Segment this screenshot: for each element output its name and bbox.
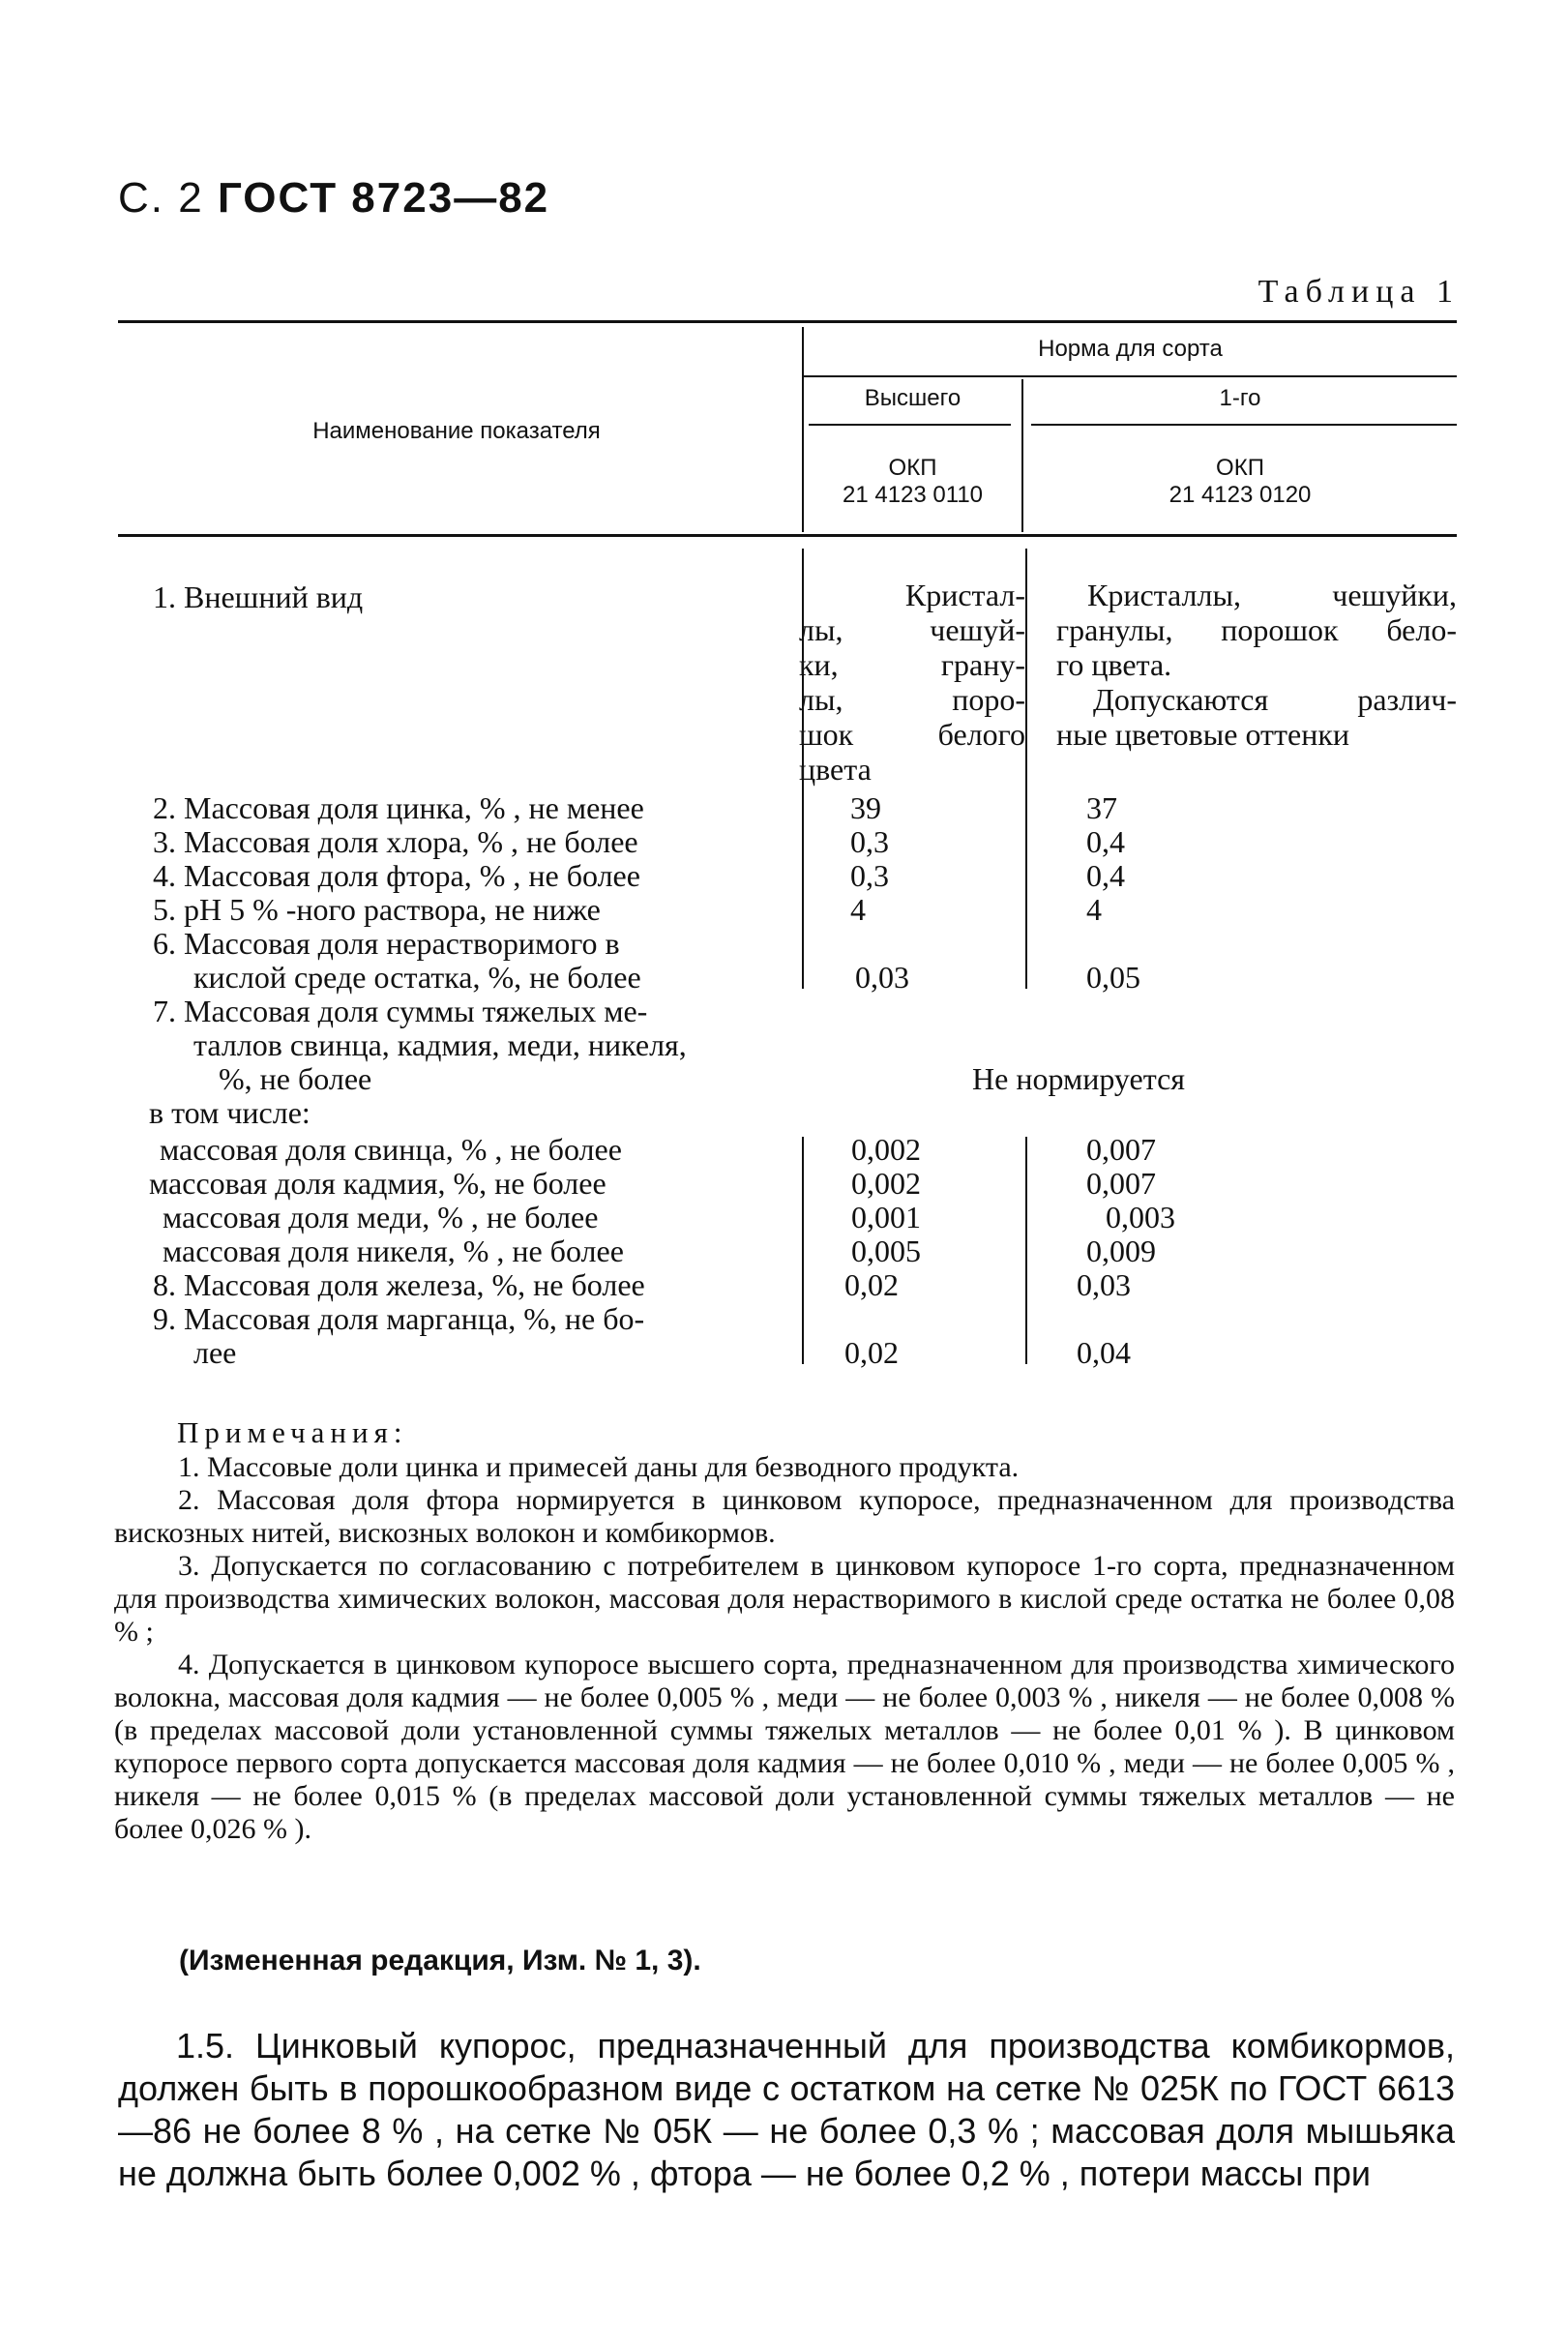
indicator-insoluble-line1: 6. Массовая доля нерастворимого в — [153, 926, 620, 961]
value-insoluble-first: 0,05 — [1086, 960, 1140, 995]
value-cadmium-first: 0,007 — [1086, 1166, 1156, 1201]
amendment-note: (Измененная редакция, Изм. № 1, 3). — [179, 1945, 701, 1976]
okp-label-top: ОКП — [888, 455, 937, 481]
value-nickel-top: 0,005 — [851, 1233, 921, 1268]
value-nickel-first: 0,009 — [1086, 1233, 1156, 1268]
page-header — [118, 174, 549, 223]
appearance-first — [1056, 578, 1457, 752]
value-chlorine-first: 0,4 — [1086, 824, 1125, 859]
indicator-copper: массовая доля меди, % , не более — [163, 1200, 599, 1234]
col-divider-body-2b — [1025, 1137, 1027, 1364]
value-zinc-top: 39 — [850, 790, 881, 825]
col-header-indicator: Наименование показателя — [312, 418, 601, 444]
norm-header-rule — [802, 375, 1457, 377]
note-1: 1. Массовые доли цинка и примесей даны для безводного продукта. — [178, 1451, 1020, 1483]
value-ph-top: 4 — [850, 892, 866, 927]
value-iron-top: 0,02 — [844, 1267, 899, 1302]
indicator-insoluble-line2: кислой среде остатка, %, не более — [193, 960, 641, 995]
indicator-cadmium: массовая доля кадмия, %, не более — [149, 1166, 606, 1201]
table-caption: Таблица 1 — [1257, 274, 1460, 310]
indicator-zinc: 2. Массовая доля цинка, % , не менее — [153, 790, 644, 825]
appearance-top-line: ки, грану- — [799, 647, 1025, 682]
indicator-fluorine: 4. Массовая доля фтора, % , не более — [153, 858, 640, 893]
value-fluorine-first: 0,4 — [1086, 858, 1125, 893]
value-manganese-first: 0,04 — [1077, 1335, 1131, 1370]
value-lead-top: 0,002 — [851, 1132, 921, 1167]
table-top-rule — [118, 320, 1457, 323]
appearance-top-line: лы, чешуй- — [799, 612, 1025, 647]
okp-code-first: 21 4123 0120 — [1169, 482, 1312, 508]
appearance-top-line: цвета — [799, 752, 872, 787]
note-2: 2. Массовая доля фтора нормируется в цинковом купоросе, предназначенном для производства вискозных нитей, вискозных волокон и комбикормов. — [114, 1484, 1455, 1549]
indicator-heavy-metals-line3: %, не более — [219, 1061, 372, 1096]
value-insoluble-top: 0,03 — [855, 960, 909, 995]
indicator-including: в том числе: — [149, 1095, 311, 1130]
value-fluorine-top: 0,3 — [850, 858, 889, 893]
value-copper-top: 0,001 — [851, 1200, 921, 1234]
okp-top — [804, 455, 1021, 509]
value-chlorine-top: 0,3 — [850, 824, 889, 859]
okp-label-first: ОКП — [1216, 455, 1264, 481]
appearance-first-line: ные цветовые оттенки — [1056, 717, 1349, 752]
appearance-first-line: го цвета. — [1056, 647, 1172, 682]
col-divider-body-2 — [1025, 549, 1027, 989]
indicator-iron: 8. Массовая доля железа, %, не более — [153, 1267, 645, 1302]
note-3: 3. Допускается по согласованию с потребителем в цинковом купоросе 1-го сорта, предназначенном для производства химических волокон, массовая доля нерастворимого в кислой среде остатка не более 0,08 % ; — [114, 1550, 1455, 1648]
appearance-first-line: Кристаллы, чешуйки, — [1087, 578, 1457, 612]
notes-body — [114, 1451, 1455, 1846]
appearance-top — [799, 578, 1025, 787]
appearance-first-line: Допускаются различ- — [1093, 682, 1457, 717]
indicator-chlorine: 3. Массовая доля хлора, % , не более — [153, 824, 638, 859]
grade-rule-first — [1031, 424, 1457, 426]
value-iron-first: 0,03 — [1077, 1267, 1131, 1302]
appearance-top-line: лы, поро- — [799, 682, 1025, 717]
okp-code-top: 21 4123 0110 — [842, 482, 984, 508]
clause-1-5: 1.5. Цинковый купорос, предназначенный для производства комбикормов, должен быть в порошкообразном виде с остатком на сетке № 025К по ГОСТ 6613—86 не более 8 % , на сетке № 05К — не более 0,3 % ; массовая доля мышьяка не должна быть более 0,002 % , фтора — не более 0,2 % , потери массы при — [118, 2026, 1455, 2193]
indicator-heavy-metals-line2: таллов свинца, кадмия, меди, никеля, — [193, 1027, 687, 1062]
value-heavy-metals-merged: Не нормируется — [972, 1061, 1185, 1096]
grade-rule-top — [809, 424, 1011, 426]
value-manganese-top: 0,02 — [844, 1335, 899, 1370]
indicator-appearance: 1. Внешний вид — [153, 580, 364, 614]
value-copper-first: 0,003 — [1106, 1200, 1175, 1234]
okp-first — [1023, 455, 1457, 509]
appearance-first-line: гранулы, порошок бело- — [1056, 612, 1457, 647]
indicator-manganese-line1: 9. Массовая доля марганца, %, не бо- — [153, 1301, 645, 1336]
value-zinc-first: 37 — [1086, 790, 1117, 825]
indicator-ph: 5. pH 5 % -ного раствора, не ниже — [153, 892, 601, 927]
grade-header-first: 1-го — [1219, 385, 1261, 411]
indicator-heavy-metals-line1: 7. Массовая доля суммы тяжелых ме- — [153, 994, 648, 1028]
note-4: 4. Допускается в цинковом купоросе высшего сорта, предназначенном для производства химического волокна, массовая доля кадмия — не более 0,005 % , меди — не более 0,003 % , никеля — не более 0,008 % (в пределах массовой доли установленной суммы тяжелых металлов — не более 0,01 % ). В цинковом купоросе первого сорта допускается массовая доля кадмия — не более 0,010 % , меди — не более 0,005 % , никеля — не более 0,015 % (в пределах массовой доли установленной суммы тяжелых металлов — не более 0,026 % ). — [114, 1649, 1455, 1845]
value-ph-first: 4 — [1086, 892, 1102, 927]
grade-header-top: Высшего — [864, 385, 962, 411]
notes-title: Примечания: — [177, 1415, 408, 1449]
appearance-top-line: Кристал- — [904, 578, 1025, 612]
page-number: С. 2 — [118, 174, 204, 222]
col-header-norm: Норма для сорта — [1038, 336, 1223, 362]
table-header-bottom-rule — [118, 534, 1457, 537]
indicator-nickel: массовая доля никеля, % , не более — [163, 1233, 624, 1268]
col-divider-body-1b — [802, 1137, 804, 1364]
indicator-manganese-line2: лее — [193, 1335, 237, 1370]
value-cadmium-top: 0,002 — [851, 1166, 921, 1201]
gost-number: ГОСТ 8723—82 — [217, 174, 550, 222]
indicator-lead: массовая доля свинца, % , не более — [160, 1132, 622, 1167]
value-lead-first: 0,007 — [1086, 1132, 1156, 1167]
appearance-top-line: шок белого — [799, 717, 1025, 752]
